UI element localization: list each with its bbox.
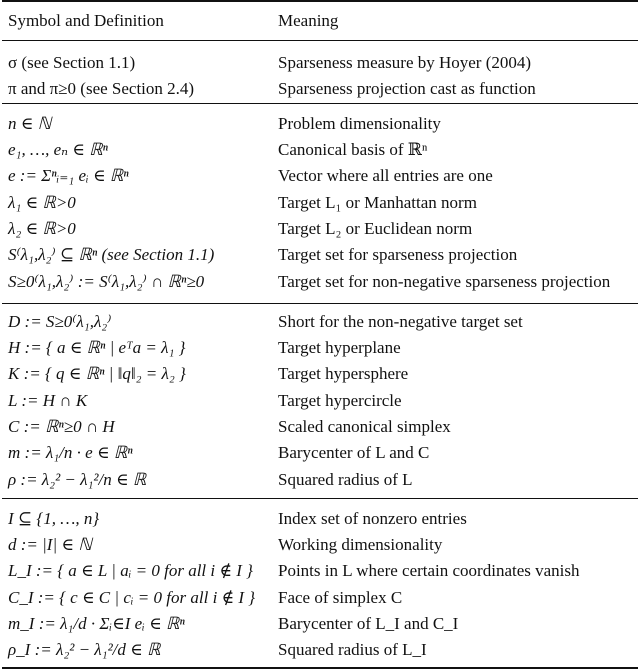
symbol-cell: L_I := { a ∈ L | aᵢ = 0 for all i ∉ I } [8,561,253,581]
table-row [2,335,638,361]
header-meaning: Meaning [278,11,339,30]
meaning-cell: Barycenter of L and C [278,443,430,463]
table-body [2,41,638,667]
symbol-cell: K := { q ∈ ℝⁿ | ‖q‖₂ = λ₂ } [8,364,186,384]
meaning-cell: Working dimensionality [278,535,443,555]
symbol-cell: ρ_I := λ₂² − λ₁²/d ∈ ℝ [8,640,161,660]
symbol-cell: m_I := λ₁/d · Σᵢ∈I eᵢ ∈ ℝⁿ [8,614,185,634]
table-row [2,585,638,611]
meaning-cell: Problem dimensionality [278,113,441,133]
table-row [2,506,638,532]
symbol-cell: e₁, …, eₙ ∈ ℝⁿ [8,140,108,160]
symbol-cell: C := ℝⁿ≥0 ∩ H [8,417,115,436]
symbol-cell: D := S≥0⁽λ₁,λ₂⁾ [8,311,112,331]
meaning-cell: Sparseness measure by Hoyer (2004) [278,53,532,73]
table-row [2,558,638,584]
table-row [2,414,638,440]
symbol-cell: ρ := λ₂² − λ₁²/n ∈ ℝ [8,469,147,489]
notation-table [2,0,638,669]
table-row [2,637,638,663]
table-row [2,268,638,294]
symbol-cell: λ₁ ∈ ℝ>0 [8,192,76,212]
table-section [2,41,638,104]
meaning-cell: Points in L where certain coordinates vanish [278,561,580,581]
table-row [2,388,638,414]
symbol-cell: λ₂ ∈ ℝ>0 [8,218,76,238]
table-section [2,104,638,304]
meaning-cell: Target L₁ or Manhattan norm [278,192,477,212]
symbol-cell: π and π≥0 (see Section 2.4) [8,79,195,99]
symbol-cell: σ (see Section 1.1) [8,53,136,73]
symbol-cell: n ∈ ℕ [8,113,52,133]
table-row [2,361,638,387]
meaning-cell: Target hypercircle [278,390,402,410]
table-header [2,2,638,41]
symbol-cell: S≥0⁽λ₁,λ₂⁾ := S⁽λ₁,λ₂⁾ ∩ ℝⁿ≥0 [8,271,205,291]
table-row [2,137,638,163]
table-row [2,76,638,102]
meaning-cell: Target hypersphere [278,364,409,384]
meaning-cell: Canonical basis of ℝⁿ [278,140,428,160]
table-row [2,440,638,466]
meaning-cell: Index set of nonzero entries [278,508,467,528]
table-row [2,466,638,492]
table-section [2,304,638,499]
meaning-cell: Squared radius of L [278,469,413,489]
symbol-cell: L := H ∩ K [8,390,88,410]
meaning-cell: Target set for non-negative sparseness projection [278,271,611,291]
meaning-cell: Scaled canonical simplex [278,417,451,436]
table-row [2,216,638,242]
symbol-cell: C_I := { c ∈ C | cᵢ = 0 for all i ∉ I } [8,587,256,607]
meaning-cell: Barycenter of L_I and C_I [278,614,459,634]
meaning-cell: Face of simplex C [278,587,403,607]
meaning-cell: Target L₂ or Euclidean norm [278,218,473,238]
table-row [2,309,638,335]
meaning-cell: Short for the non-negative target set [278,311,523,331]
table-row [2,50,638,76]
symbol-cell: H := { a ∈ ℝⁿ | eᵀa = λ₁ } [8,338,186,358]
table-row [2,611,638,637]
header-symbol: Symbol and Definition [8,11,164,30]
meaning-cell: Target set for sparseness projection [278,245,518,265]
meaning-cell: Sparseness projection cast as function [278,79,536,99]
table-row [2,189,638,215]
meaning-cell: Vector where all entries are one [278,166,493,186]
symbol-cell: m := λ₁/n · e ∈ ℝⁿ [8,443,133,463]
table-section [2,499,638,667]
symbol-cell: I ⊆ {1, …, n} [8,508,100,528]
symbol-cell: e := Σⁿᵢ₌₁ eᵢ ∈ ℝⁿ [8,166,129,186]
meaning-cell: Target hyperplane [278,338,401,358]
symbol-cell: d := |I| ∈ ℕ [8,535,92,555]
table-row [2,111,638,137]
table-row [2,532,638,558]
table-row [2,242,638,268]
symbol-cell: S⁽λ₁,λ₂⁾ ⊆ ℝⁿ (see Section 1.1) [8,245,215,265]
table-row [2,163,638,189]
meaning-cell: Squared radius of L_I [278,640,427,660]
